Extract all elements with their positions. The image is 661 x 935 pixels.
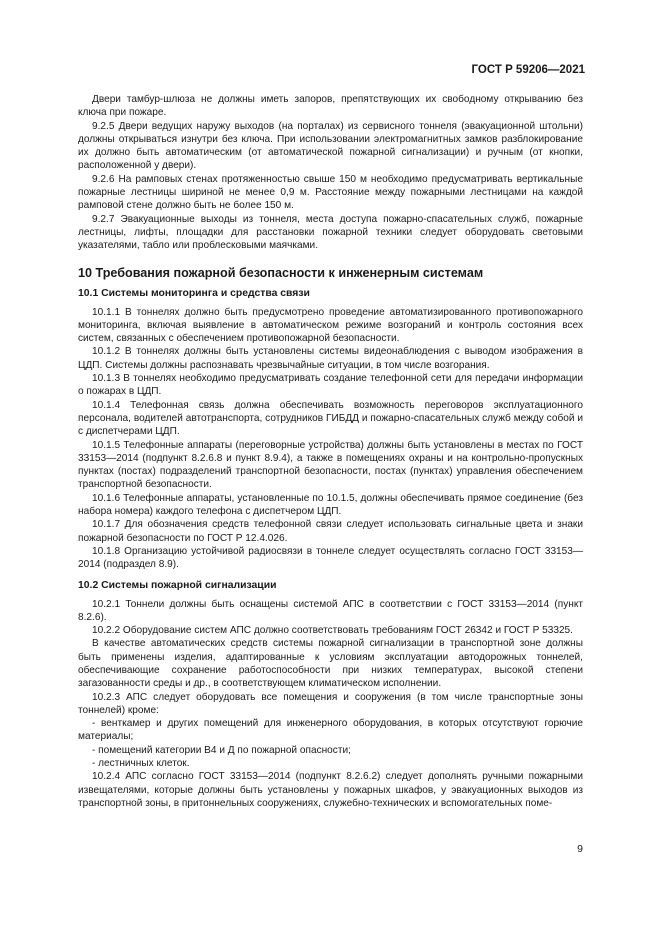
page-number: 9 (577, 843, 583, 855)
paragraph: 10.2.4 АПС согласно ГОСТ 33153—2014 (подпункт 8.2.6.2) следует дополнять ручными пожарными извещателями, которые должны быть установлены у пожарных шкафов, у эвакуационных выходов из транспортной зоны, в притоннельных сооружениях, служебно-технических и вспомогательных поме- (78, 771, 583, 809)
paragraph: 9.2.7 Эвакуационные выходы из тоннеля, места доступа пожарно-спасательных служб, пожарные лестницы, лифты, площадки для расстановки пожарной техники следует оборудовать световыми указателями, табло или проблесковыми маячками. (78, 213, 583, 252)
paragraph: 10.1.7 Для обозначения средств телефонной связи следует использовать сигнальные цвета и знаки пожарной безопасности по ГОСТ Р 12.4.026. (78, 519, 583, 544)
paragraph: 10.1.4 Телефонная связь должна обеспечивать возможность переговоров эксплуатационного персонала, водителей автотранспорта, сотрудников ГИБДД и пожарно-спасательных служб между собой и с диспетчерами ЦДП. (78, 399, 583, 438)
paragraph: В качестве автоматических средств системы пожарной сигнализации в транспортной зоне должны быть применены изделия, адаптированные к условиям эксплуатации автодорожных тоннелей, обеспечивающие сохранение работоспособности при низких температурах, высокой степени загазованности среды и др., в соответствующем климатическом исполнении. (78, 638, 583, 690)
subsection-heading: 10.1 Системы мониторинга и средства связи (78, 287, 310, 299)
document-code: ГОСТ Р 59206—2021 (471, 64, 585, 76)
paragraph: 10.1.1 В тоннелях должно быть предусмотрено проведение автоматизированного противопожарного мониторинга, включая выявление в автоматическом режиме возгораний и контроль состояния всех систем, связанных с обеспечением противопожарной безопасности. (78, 306, 583, 345)
paragraph: Двери тамбур-шлюза не должны иметь запоров, препятствующих их свободному открыванию без ключа при пожаре. (78, 94, 583, 119)
list-item: - венткамер и других помещений для инженерного оборудования, в которых отсутствуют горючие материалы; (78, 718, 583, 743)
paragraph: 10.1.8 Организацию устойчивой радиосвязи в тоннеле следует осуществлять согласно ГОСТ 33153—2014 (подраздел 8.9). (78, 545, 583, 571)
document-body (78, 93, 583, 810)
paragraph: 10.1.3 В тоннелях необходимо предусматривать создание телефонной сети для передачи информации о пожарах в ЦДП. (78, 373, 583, 398)
list-item: - помещений категории В4 и Д по пожарной опасности; (92, 744, 351, 756)
paragraph: 10.1.6 Телефонные аппараты, установленные по 10.1.5, должны обеспечивать прямое соединение (без набора номера) каждого телефона с диспетчером ЦДП. (78, 492, 583, 518)
subsection-heading: 10.2 Системы пожарной сигнализации (78, 579, 277, 591)
paragraph: 10.2.2 Оборудование систем АПС должно соответствовать требованиям ГОСТ 26342 и ГОСТ Р 53325. (92, 625, 573, 637)
paragraph: 9.2.5 Двери ведущих наружу выходов (на порталах) из сервисного тоннеля (эвакуационной штольни) должны открываться изнутри без ключа. При использовании электромагнитных замков разблокирование их должно быть автоматическим (от автоматической пожарной сигнализации) и ручным (от кнопки, расположенной у двери). (78, 120, 583, 172)
paragraph: 9.2.6 На рамповых стенах протяженностью свыше 150 м необходимо предусматривать вертикальные пожарные лестницы шириной не менее 0,9 м. Расстояние между пожарными лестницами на каждой рамповой стене должно быть не более 150 м. (78, 173, 583, 212)
paragraph: 10.2.3 АПС следует оборудовать все помещения и сооружения (в том числе транспортные зоны тоннелей) кроме: (78, 691, 583, 716)
paragraph: 10.2.1 Тоннели должны быть оснащены системой АПС в соответствии с ГОСТ 33153—2014 (пункт 8.2.6). (78, 598, 583, 623)
list-item: - лестничных клеток. (92, 758, 190, 770)
section-heading: 10 Требования пожарной безопасности к инженерным системам (78, 265, 484, 280)
paragraph: 10.1.5 Телефонные аппараты (переговорные устройства) должны быть установлены в местах по ГОСТ 33153—2014 (подпункт 8.2.6.8 и пункт 8.9.4), а также в помещениях охраны и на контрольно-пропускных пунктах (постах) подразделений транспортной безопасности, постах (пунктах) управления обеспечением транспортной безопасности. (78, 439, 583, 491)
paragraph: 10.1.2 В тоннелях должны быть установлены системы видеонаблюдения с выводом изображения в ЦДП. Системы должны распознавать чрезвычайные ситуации, в том числе возгорания. (78, 346, 583, 371)
